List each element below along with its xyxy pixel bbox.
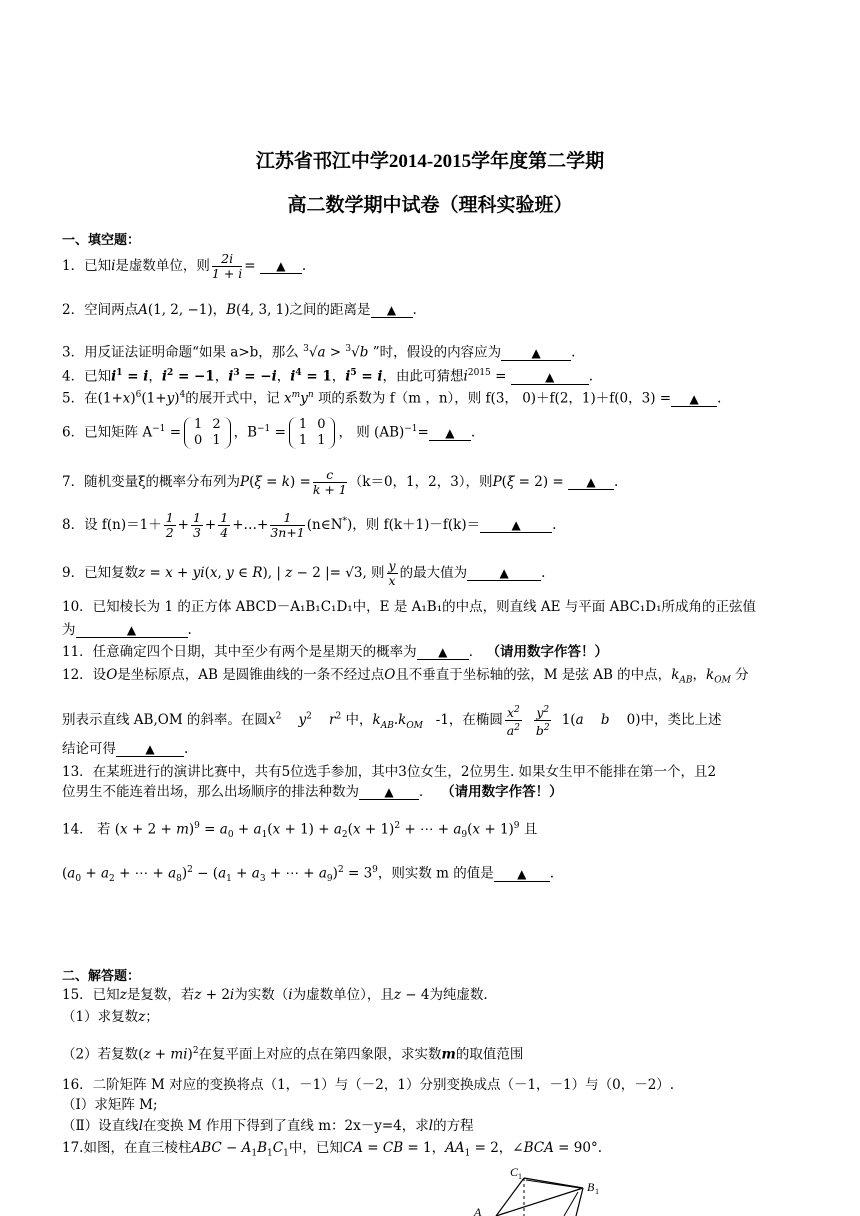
question-5: 5．在$(1+x)^6(1+y)^4$的展开式中，记 $x^my^n$ 项的系数为 f（m ，n），则 f(3， 0)＋f(2，1)＋f(0，3) = ▲ . (62, 390, 722, 407)
question-7: 7．随机变量ξ的概率分布列为P(ξ = k) = $\frac{c}{k + 1}$ （k＝0，1，2，3），则P(ξ = 2) = ▲ . (62, 467, 619, 497)
answer-blank-9: ▲ (467, 566, 541, 581)
answer-blank-13: ▲ (359, 785, 419, 800)
matrix-a-inverse: 1 2 0 1 (184, 417, 231, 449)
question-14-line2: ($a_0 + a_2$ + ⋯ + $a_8)^2 - (a_1 + a_3$ + ⋯ + $a_9)^2 = 3^9$，则实数 m 的值是 ▲ . (62, 865, 555, 885)
question-6: 6．已知矩阵 $A^{-1}$ = 1 2 0 1 ，$B^{-1}$ = 1 0 1 1 ， 则 (AB)$^{-1}$= ▲ . (62, 417, 476, 448)
question-15-line3: （2）若复数(z + mi)$^2$在复平面上对应的点在第四象限，求实数m的取值范围 (62, 1046, 524, 1063)
question-8: 8．设 f(n)＝1＋ $\frac{1}{2}$ + $\frac{1}{3}$ + $\frac{1}{4}$ +…+ $\frac{1}{3n+1}$ (n∈N*)，则 f(k＋1)－f(k)＝ ▲ . (62, 510, 557, 540)
answer-blank-3: ▲ (501, 346, 571, 361)
question-4: 4．已知$i^1 = i$，$i^2 = -1$，$i^3 = -i$，$i^4 = 1$，$i^5 = i$，由此可猜想$i^{2015}$ = ▲ . (62, 368, 593, 385)
answer-blank-4: ▲ (511, 370, 589, 385)
answer-blank-14: ▲ (494, 867, 550, 882)
question-13-line1: 13．在某班进行的演讲比赛中，共有5位选手参加，其中3位女生，2位男生. 如果女生甲不能排在第一个，且2 (62, 764, 717, 780)
question-15-line1: 15．已知z是复数，若z + 2i为实数（i为虚数单位），且z − 4为纯虚数. (62, 987, 488, 1003)
answer-blank-12: ▲ (116, 742, 184, 757)
question-10: 10．已知棱长为 1 的正方体 ABCD－A₁B₁C₁D₁中，E 是 A₁B₁的中点，则直线 AE 与平面 ABC₁D₁所成角的正弦值 (62, 599, 756, 615)
label-b1: B (587, 1180, 595, 1194)
question-1: 1．已知i是虚数单位，则 $\frac{2i}{1 + i}$ = ▲ . (62, 251, 307, 281)
question-12-line3: 结论可得 ▲ . (62, 741, 189, 757)
answer-blank-7: ▲ (568, 475, 614, 490)
exam-title-line2: 高二数学期中试卷（理科实验班） (287, 195, 573, 216)
question-3: 3．用反证法证明命题“如果 a>b，那么 $^3$√a > $^3$√b ”时，假设的内容应为 ▲ . (62, 344, 576, 361)
answer-blank-10: ▲ (76, 623, 188, 638)
answer-blank-1: ▲ (260, 259, 302, 274)
question-16-line1: 16．二阶矩阵 M 对应的变换将点（1，－1）与（－2，1）分别变换成点（－1，－1）与（0，－2）. (62, 1077, 675, 1093)
label-c1: C (510, 1166, 519, 1179)
question-16-line2: （Ⅰ）求矩阵 M; (62, 1097, 158, 1113)
label-a1: A (474, 1205, 482, 1216)
question-14-line1: 14． 若 $(x + 2 + m)^9 = a_0 + a_1(x + 1) + a_2(x + 1)^2$ + ⋯ + $a_9(x + 1)^9$ 且 (62, 821, 538, 841)
question-10-line2: 为 ▲ . (62, 622, 192, 638)
answer-blank-11: ▲ (417, 645, 469, 660)
question-13-line2: 位男生不能连着出场，那么出场顺序的排法种数为 ▲ ． （请用数字作答！） (62, 784, 563, 800)
section-answer-heading: 二、解答题： (62, 969, 141, 984)
answer-blank-8: ▲ (480, 518, 552, 533)
matrix-b-inverse: 1 0 1 1 (289, 417, 336, 449)
label-c1-sub: 1 (518, 1172, 522, 1181)
answer-blank-5: ▲ (671, 392, 717, 407)
answer-blank-2: ▲ (371, 303, 413, 318)
question-12-line1: 12．设O是坐标原点，AB 是圆锥曲线的一条不经过点O且不垂直于坐标轴的弦，M 是弦 AB 的中点，$k_{AB}$，$k_{OM}$ 分 (62, 667, 749, 686)
section-fill-heading: 一、填空题： (62, 233, 141, 248)
question-16-line3: （Ⅱ）设直线l在变换 M 作用下得到了直线 m：2x－y=4，求l的方程 (62, 1118, 474, 1134)
question-12-line2: 别表示直线 AB,OM 的斜率。在圆$x^2$ $y^2$ $r^2$ 中，$k_{AB}.k_{OM}$ -1，在椭圆 $\frac{x^2}{a^2}$ $\frac{y^2}{b^2}$ 1(a b 0)中，类比上述 (62, 705, 722, 739)
question-15-line2: （1）求复数z； (62, 1009, 159, 1025)
question-11: 11．任意确定四个日期，其中至少有两个是星期天的概率为 ▲ ． （请用数字作答！） (62, 644, 608, 660)
exam-title-line1: 江苏省邗江中学2014-2015学年度第二学期 (255, 151, 605, 172)
answer-blank-6: ▲ (429, 426, 471, 441)
question-17: 17.如图，在直三棱柱ABC − $A_1B_1C_1$中，已知CA = CB = 1，$AA_1 = 2$，∠BCA = 90°. (62, 1140, 602, 1159)
question-9: 9．已知复数z = x + yi(x, y ∈ R), | z − 2 |= √3, 则 $\frac{y}{x}$ 的最大值为 ▲ . (62, 558, 546, 588)
label-b1-sub: 1 (595, 1187, 599, 1196)
question-2: 2．空间两点A(1, 2, −1)，B(4, 3, 1)之间的距离是 ▲ . (62, 302, 417, 318)
prism-figure (468, 1166, 628, 1216)
